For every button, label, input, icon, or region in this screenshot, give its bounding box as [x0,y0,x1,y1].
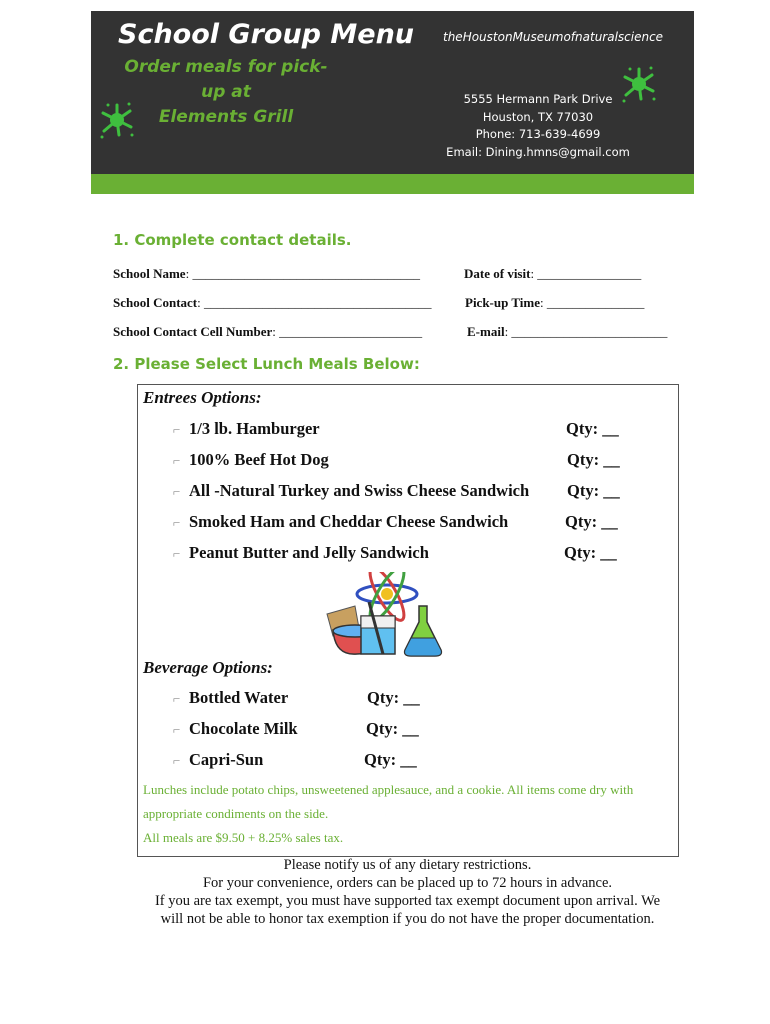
phone: Phone: 713-639-4699 [475,127,601,141]
footer-notes [130,856,685,928]
lunch-note-line1: Lunches include potato chips, unsweetened applesauce, and a cookie. All items come dry with [143,782,634,797]
email-blank[interactable]: : ________________________ [504,324,668,339]
pickup-label: Pick-up Time [465,295,541,310]
section2-heading: 2. Please Select Lunch Meals Below: [113,355,420,373]
cell-label: School Contact Cell Number [113,324,273,339]
entree-qty[interactable]: Qty: __ [567,450,620,469]
header-accent-bar [91,174,694,194]
school-contact-field[interactable] [113,295,432,311]
contact-blank[interactable]: : ___________________________________ [197,295,432,310]
subtitle-line2: Elements Grill [158,107,294,127]
checkbox[interactable]: ⌐ [173,691,181,706]
date-blank[interactable]: : ________________ [530,266,642,281]
school-name-blank[interactable]: : ___________________________________ [185,266,420,281]
entree-item: Peanut Butter and Jelly Sandwich [189,543,429,562]
entree-item: All -Natural Turkey and Swiss Cheese Sandwich [189,481,530,500]
entrees-heading: Entrees Options: [143,388,262,407]
beverage-item: Capri-Sun [189,750,264,769]
price-note: All meals are $9.50 + 8.25% sales tax. [143,830,344,845]
contact-address [441,91,635,161]
entree-qty[interactable]: Qty: __ [564,543,617,562]
checkbox[interactable]: ⌐ [173,753,181,768]
checkbox[interactable]: ⌐ [173,422,181,437]
footer-line2: For your convenience, orders can be placed up to 72 hours in advance. [202,875,613,891]
email-label: E-mail [467,324,505,339]
address-line2: Houston, TX 77030 [482,109,594,124]
address-line1: 5555 Hermann Park Drive [463,92,613,106]
date-label: Date of visit [464,266,531,281]
email-address: Email: Dining.hmns@gmail.com [446,144,630,159]
lunch-note-line2: appropriate condiments on the side. [143,806,329,821]
entree-item: Smoked Ham and Cheddar Cheese Sandwich [189,512,509,531]
school-name-field[interactable] [113,266,420,282]
pickup-blank[interactable]: : _______________ [540,295,645,310]
green-splat-icon [621,65,657,103]
header-banner [91,11,694,185]
entree-item: 1/3 lb. Hamburger [189,419,320,438]
beverage-item: Bottled Water [189,688,289,707]
beverage-item: Chocolate Milk [189,719,298,738]
entree-item: 100% Beef Hot Dog [189,450,329,469]
entree-qty[interactable]: Qty: __ [567,481,620,500]
museum-brand: theHoustonMuseumofnaturalscience [443,30,664,44]
date-of-visit-field[interactable] [464,266,641,282]
email-field[interactable] [467,324,667,340]
subtitle [121,55,331,130]
checkbox[interactable]: ⌐ [173,722,181,737]
footer-line4: will not be able to honor tax exemption if you do not have the proper documentation. [160,911,655,927]
pickup-time-field[interactable] [465,295,644,311]
entree-qty[interactable]: Qty: __ [565,512,618,531]
beverage-qty[interactable]: Qty: __ [367,688,420,707]
section1-heading: 1. Complete contact details. [113,231,352,249]
contact-label: School Contact [113,295,198,310]
page-title: School Group Menu [118,19,415,50]
beverage-qty[interactable]: Qty: __ [366,719,419,738]
subtitle-line1: Order meals for pick-up at [124,57,328,102]
beverage-qty[interactable]: Qty: __ [364,750,417,769]
science-clipart [325,572,449,658]
beverages-heading: Beverage Options: [143,658,273,677]
checkbox[interactable]: ⌐ [173,453,181,468]
checkbox[interactable]: ⌐ [173,484,181,499]
checkbox[interactable]: ⌐ [173,515,181,530]
entree-qty[interactable]: Qty: __ [566,419,619,438]
footer-line1: Please notify us of any dietary restrictions. [283,857,532,873]
checkbox[interactable]: ⌐ [173,546,181,561]
school-name-label: School Name [113,266,186,281]
footer-line3: If you are tax exempt, you must have supported tax exempt document upon arrival. We [154,893,661,909]
green-splat-icon [99,101,135,139]
cell-number-field[interactable] [113,324,422,340]
cell-blank[interactable]: : ______________________ [272,324,423,339]
